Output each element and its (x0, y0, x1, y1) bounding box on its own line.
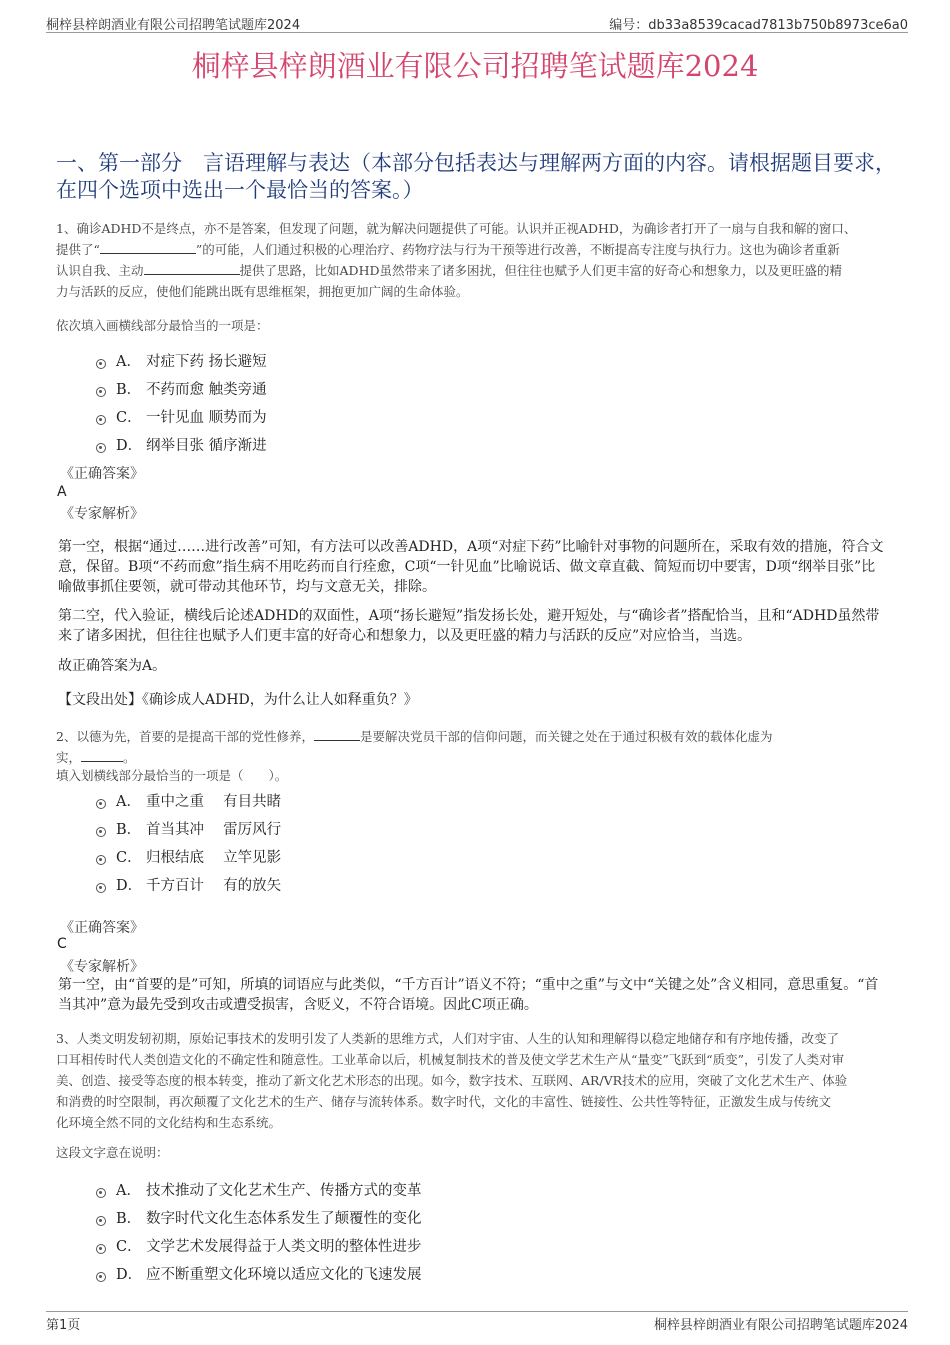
passage-line: 口耳相传时代人类创造文化的不确定性和随意性。工业革命以后，机械复制技术的普及使文学艺术生产从“量变”飞跃到“质变”，引发了人类对审 (56, 1052, 845, 1067)
passage-line: 力与活跃的反应，使他们能跳出既有思维框架，拥抱更加广阔的生命体验。 (56, 284, 469, 299)
passage-line: 美、创造、接受等态度的根本转变，推动了新文化艺术形态的出现。如今，数字技术、互联网、AR/VR技术的应用，突破了文化艺术生产、体验 (56, 1073, 848, 1088)
passage-line: 实， 。 (56, 750, 136, 765)
document-id: 编号：db33a8539cacad7813b750b8973ce6a0 (609, 18, 908, 33)
passage-line: 和消费的时空限制，再次颠覆了文化艺术的生产、储存与流转体系。数字时代，文化的丰富性、链接性、公共性等特征，正激发生成与传统文 (56, 1094, 832, 1109)
q3-option-d[interactable]: D． 应不断重塑文化环境以适应文化的飞速发展 (96, 1263, 422, 1284)
page-number: 第1页 (46, 1318, 81, 1333)
radio-icon[interactable] (96, 1244, 106, 1254)
q1-analysis-1: 第一空，根据“通过……进行改善”可知，有方法可以改善ADHD，A项“对症下药”比喻针对事物的问题所在，采取有效的措施，符合文意，保留。B项“不药而愈”指生病不用吃药而自行痊愈，C项“一针见血”比喻说话、做文章直截、简短而切中要害，D项“纲举目张”比喻做事抓住要领，就可带动其他环节，均与文意无关，排除。 (58, 539, 884, 595)
footer-title: 桐梓县梓朗酒业有限公司招聘笔试题库2024 (653, 1318, 908, 1333)
section-heading: 一、第一部分 言语理解与表达（本部分包括表达与理解两方面的内容。请根据题目要求，在四个选项中选出一个最恰当的答案。） (56, 151, 896, 202)
blank (314, 728, 360, 741)
q1-option-b[interactable]: B． 不药而愈 触类旁通 (96, 378, 267, 399)
q1-option-a[interactable]: A． 对症下药 扬长避短 (96, 350, 267, 371)
passage-line: 化环境全然不同的文化结构和生态系统。 (56, 1115, 282, 1130)
blank (144, 262, 240, 275)
radio-icon[interactable] (96, 359, 106, 369)
q2-option-d[interactable]: D． 千方百计 有的放矢 (96, 874, 281, 895)
radio-icon[interactable] (96, 1272, 106, 1282)
radio-icon[interactable] (96, 415, 106, 425)
q1-option-d[interactable]: D． 纲举目张 循序渐进 (96, 434, 267, 455)
radio-icon[interactable] (96, 1188, 106, 1198)
radio-icon[interactable] (96, 387, 106, 397)
radio-icon[interactable] (96, 1216, 106, 1226)
q1-option-c[interactable]: C． 一针见血 顺势而为 (96, 406, 267, 427)
q2-prompt: 填入划横线部分最恰当的一项是（ ）。 (56, 768, 288, 783)
q3-passage (56, 1028, 896, 1133)
q1-analysis-3: 故正确答案为A。 (58, 658, 167, 674)
passage-line: 2、以德为先，首要的是提高干部的党性修养， 是要解决党员干部的信仰问题，而关键之处在于通过积极有效的载体化虚为 (56, 729, 773, 744)
passage-line: 提供了“ ”的可能，人们通过积极的心理治疗、药物疗法与行为干预等进行改善，不断提高专注度与执行力。这也为确诊者重新 (56, 242, 840, 257)
radio-icon[interactable] (96, 443, 106, 453)
passage-line: 1、确诊ADHD不是终点，亦不是答案，但发现了问题，就为解决问题提供了可能。认识并正视ADHD，为确诊者打开了一扇与自我和解的窗口、 (56, 221, 857, 236)
q2-analysis: 第一空，由“首要的是”可知，所填的词语应与此类似，“千方百计”语义不符；“重中之重”与文中“关键之处”含义相同，意思重复。“首当其冲”意为最先受到攻击或遭受损害，含贬义，不符合语境。因此C项正确。 (58, 977, 879, 1013)
answer-label: 《正确答案》 (60, 920, 144, 936)
passage-line: 3、人类文明发轫初期，原始记事技术的发明引发了人类新的思维方式，人们对宇宙、人生的认知和理解得以稳定地储存和有序地传播，改变了 (56, 1031, 839, 1046)
header-left: 桐梓县梓朗酒业有限公司招聘笔试题库2024 (46, 18, 301, 33)
radio-icon[interactable] (96, 827, 106, 837)
q3-prompt: 这段文字意在说明： (56, 1145, 169, 1160)
page-title: 桐梓县梓朗酒业有限公司招聘笔试题库2024 (191, 49, 759, 83)
q2-option-c[interactable]: C． 归根结底 立竿见影 (96, 846, 281, 867)
analysis-label: 《专家解析》 (60, 506, 144, 522)
blank (81, 749, 123, 762)
answer-label: 《正确答案》 (60, 466, 144, 482)
analysis-label: 《专家解析》 (60, 959, 144, 975)
q3-option-b[interactable]: B． 数字时代文化生态体系发生了颠覆性的变化 (96, 1207, 422, 1228)
blank (100, 241, 196, 254)
q2-option-a[interactable]: A． 重中之重 有目共睹 (96, 790, 281, 811)
radio-icon[interactable] (96, 855, 106, 865)
answer-value: A (57, 484, 67, 500)
radio-icon[interactable] (96, 799, 106, 809)
q2-option-b[interactable]: B． 首当其冲 雷厉风行 (96, 818, 281, 839)
passage-line: 认识自我、主动 提供了思路，比如ADHD虽然带来了诸多困扰，但往往也赋予人们更丰富的好奇心和想象力，以及更旺盛的精 (56, 263, 842, 278)
q2-passage (56, 726, 896, 768)
footer-divider (46, 1311, 908, 1312)
q1-analysis-2: 第二空，代入验证，横线后论述ADHD的双面性，A项“扬长避短”指发扬长处，避开短处，与“确诊者”搭配恰当，且和“ADHD虽然带来了诸多困扰，但往往也赋予人们更丰富的好奇心和想象力，以及更旺盛的精力与活跃的反应”对应恰当，当选。 (58, 608, 880, 644)
q3-option-a[interactable]: A． 技术推动了文化艺术生产、传播方式的变革 (96, 1179, 422, 1200)
q1-source: 【文段出处】《确诊成人ADHD，为什么让人如释重负？》 (58, 692, 418, 708)
q1-passage (56, 218, 896, 302)
radio-icon[interactable] (96, 883, 106, 893)
answer-value: C (57, 936, 67, 952)
q1-prompt: 依次填入画横线部分最恰当的一项是： (56, 318, 269, 333)
q3-option-c[interactable]: C． 文学艺术发展得益于人类文明的整体性进步 (96, 1235, 422, 1256)
header-divider (46, 32, 908, 33)
